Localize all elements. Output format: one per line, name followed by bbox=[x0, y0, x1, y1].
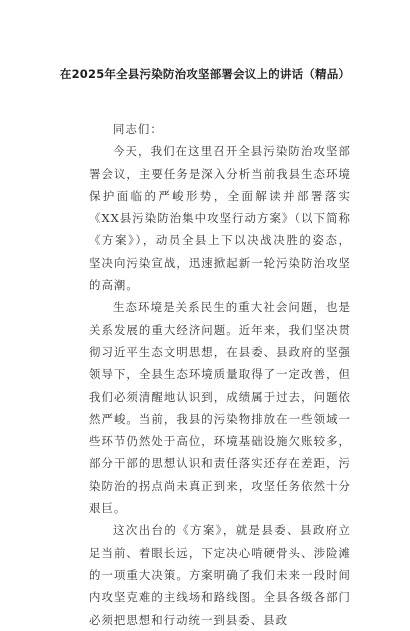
greeting: 同志们： bbox=[113, 122, 163, 136]
document-title: 在2025年全县污染防治攻坚部署会议上的讲话（精品） bbox=[59, 67, 351, 81]
paragraph-2: 生态环境是关系民生的重大社会问题，也是关系发展的重大经济问题。近年来，我们坚决贯彻习近平生态文明思想，在县委、县政府的坚强领导下，全县生态环境质量取得了一定改善，但我们必须清醒地认识到，成绩属于过去，问题依然严峻。当前，我县的污染物排放在一些领域一些环节仍然处于高位，环境基础设施欠账较多，部分干部的思想认识和责任落实还存在差距，污染防治的拐点尚未真正到来，攻坚任务依然十分艰巨。 bbox=[89, 300, 351, 516]
paragraph-3: 这次出台的《方案》，就是县委、县政府立足当前、着眼长远，下定决心啃硬骨头、涉险滩的一项重大决策。方案明确了我们未来一段时间内攻坚克难的主线场和路线图。全县各级各部门必须把思想和行动统一到县委、县政 bbox=[89, 523, 351, 627]
paragraph-1: 今天，我们在这里召开全县污染防治攻坚部署会议，主要任务是深入分析当前我县生态环境保护面临的严峻形势，全面解读并部署落实《XX县污染防治集中攻坚行动方案》（以下简称《方案》），动员全县上下以决战决胜的姿态，坚决向污染宣战，迅速掀起新一轮污染防治攻坚的高潮。 bbox=[89, 144, 351, 293]
document-body bbox=[89, 118, 351, 631]
